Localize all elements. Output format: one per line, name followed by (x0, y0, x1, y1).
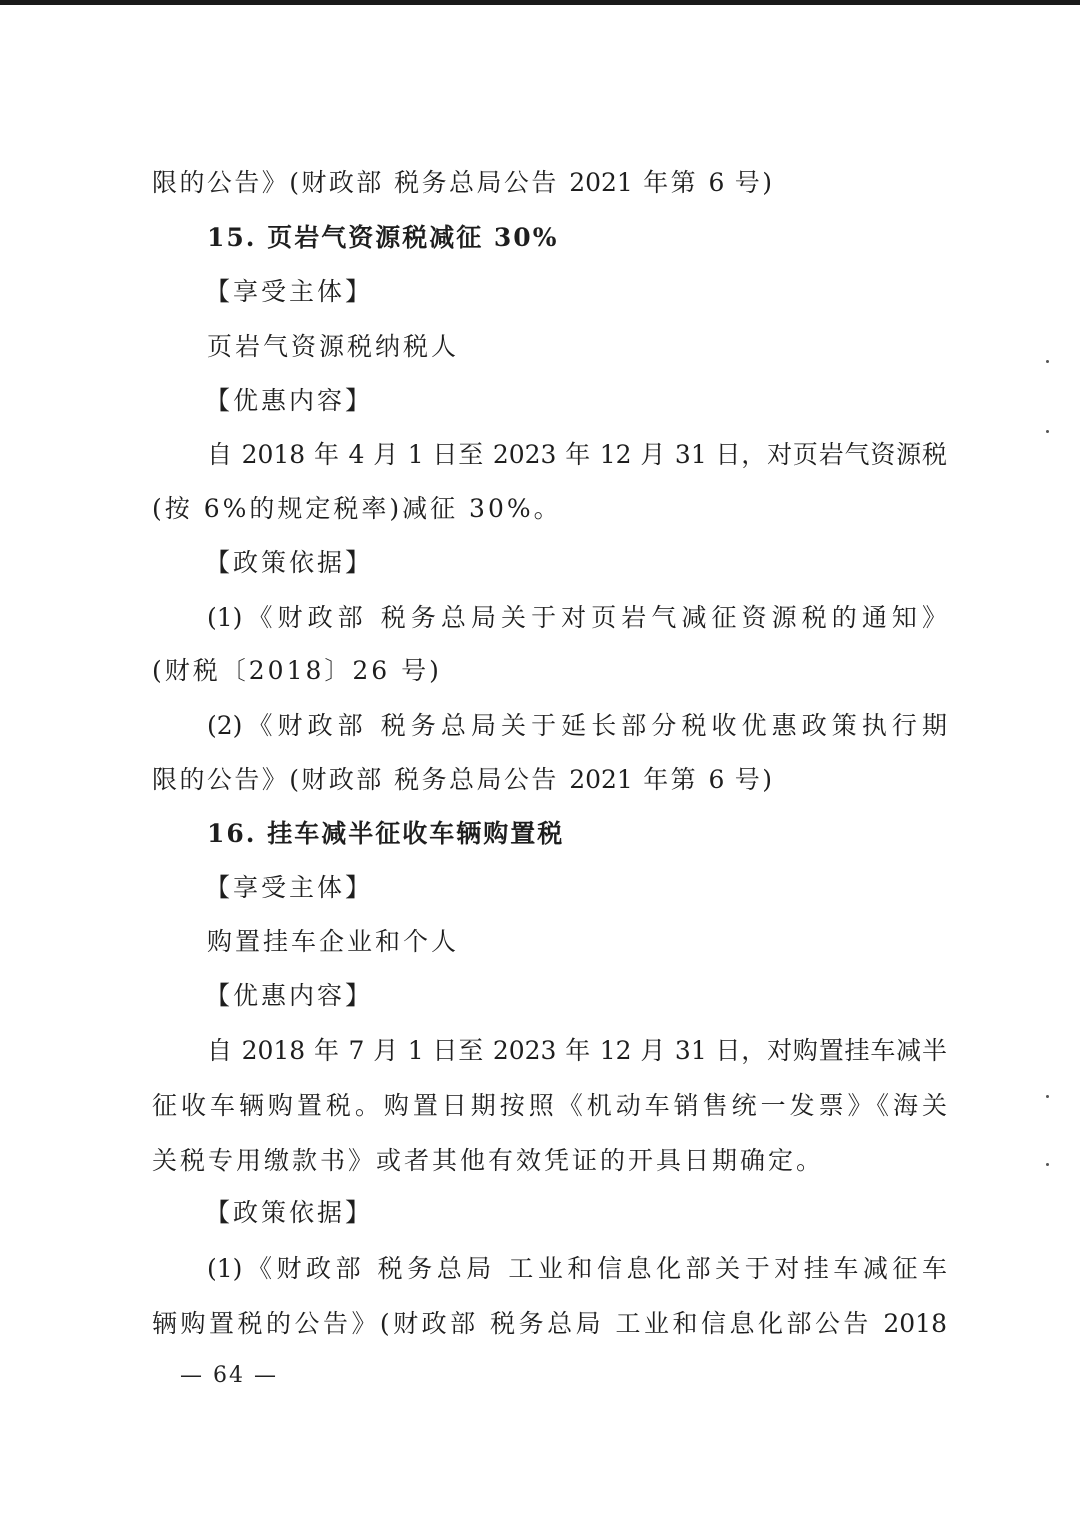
scan-speck (1046, 430, 1049, 433)
label-beneficiary: 【享受主体】 (205, 277, 374, 306)
paragraph-line: 关税专用缴款书》或者其他有效凭证的开具日期确定。 (152, 1146, 825, 1175)
paragraph-line: (1)《财政部 税务总局 工业和信息化部关于对挂车减征车 (207, 1254, 947, 1283)
label-benefit-content: 【优惠内容】 (205, 981, 374, 1010)
scan-speck (1046, 360, 1049, 363)
label-policy-basis: 【政策依据】 (205, 1198, 374, 1227)
paragraph-line: 自 2018 年 7 月 1 日至 2023 年 12 月 31 日，对购置挂车减半 (207, 1036, 947, 1065)
paragraph-line: 征收车辆购置税。购置日期按照《机动车销售统一发票》《海关 (152, 1091, 947, 1120)
paragraph-line: 购置挂车企业和个人 (207, 927, 460, 956)
paragraph-line: 辆购置税的公告》(财政部 税务总局 工业和信息化部公告 2018 (152, 1309, 947, 1338)
paragraph-line: (财税〔2018〕26 号) (152, 656, 442, 685)
paragraph-line: (1)《财政部 税务总局关于对页岩气减征资源税的通知》 (207, 603, 947, 632)
paragraph-line: (2)《财政部 税务总局关于延长部分税收优惠政策执行期 (207, 711, 947, 740)
paragraph-line: 限的公告》(财政部 税务总局公告 2021 年第 6 号) (152, 168, 772, 197)
paragraph-line: 自 2018 年 4 月 1 日至 2023 年 12 月 31 日，对页岩气资源税 (207, 440, 947, 469)
scan-speck (1046, 1163, 1049, 1166)
section-heading-16: 16. 挂车减半征收车辆购置税 (207, 819, 565, 848)
section-heading-15: 15. 页岩气资源税减征 30% (207, 223, 559, 252)
paragraph-line: (按 6%的规定税率)减征 30%。 (152, 494, 562, 523)
paragraph-line: 限的公告》(财政部 税务总局公告 2021 年第 6 号) (152, 765, 772, 794)
page-number: — 64 — (180, 1363, 278, 1388)
label-policy-basis: 【政策依据】 (205, 548, 374, 577)
label-benefit-content: 【优惠内容】 (205, 386, 374, 415)
paragraph-line: 页岩气资源税纳税人 (207, 332, 460, 361)
scan-speck (1046, 1095, 1049, 1098)
label-beneficiary: 【享受主体】 (205, 873, 374, 902)
